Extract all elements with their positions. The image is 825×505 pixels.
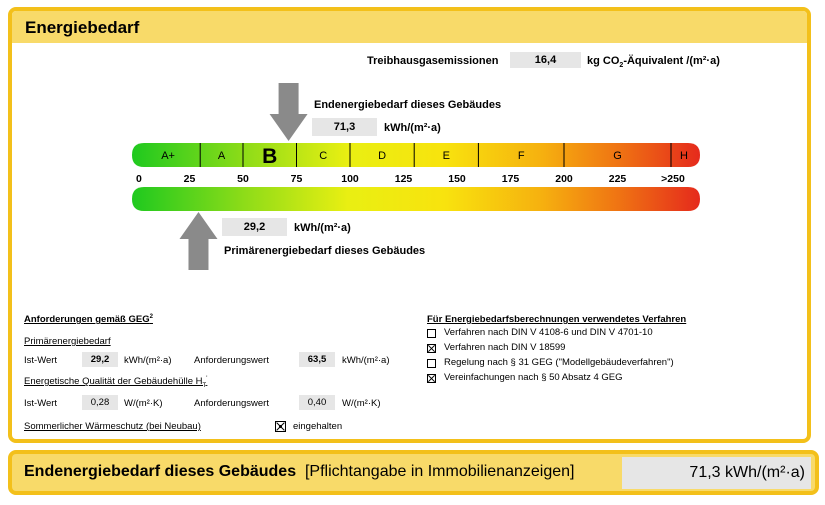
class-label-B: B: [262, 145, 278, 168]
tick-label: 25: [183, 173, 196, 185]
page-title: Energiebedarf: [25, 18, 140, 37]
ist-unit: kWh/(m²·a): [124, 355, 172, 366]
primary-energy-unit: kWh/(m²·a): [294, 222, 351, 234]
end-energy-arrow: [270, 83, 308, 141]
anf-unit: kWh/(m²·a): [342, 355, 390, 366]
tick-label: 150: [448, 173, 466, 185]
class-label-C: C: [319, 150, 328, 162]
end-energy-unit: kWh/(m²·a): [384, 122, 441, 134]
procedure-checkbox-3[interactable]: [427, 359, 436, 368]
tick-label: 0: [136, 173, 142, 185]
procedure-checkbox-1[interactable]: [427, 329, 436, 338]
class-label-F: F: [517, 150, 525, 162]
summer-protection-label: Sommerlicher Wärmeschutz (bei Neubau): [24, 421, 201, 432]
class-label-A: A: [217, 150, 226, 162]
anf-label: Anforderungswert: [194, 355, 269, 366]
envelope-heading: Energetische Qualität der Gebäudehülle $H_T'$: [24, 376, 208, 390]
primary-energy-value: 29,2: [222, 218, 287, 236]
summer-protection-checkbox[interactable]: [275, 421, 286, 432]
footer-value: 71,3 kWh/(m²·a): [689, 464, 805, 481]
anf-value: 63,5: [299, 352, 335, 367]
end-energy-label: Endenergiebedarf dieses Gebäudes: [314, 99, 502, 111]
ist-value: 29,2: [82, 352, 118, 367]
co2-unit: kg $CO_2$-Äquivalent /(m²·a): [587, 55, 720, 70]
tick-label: 50: [237, 173, 249, 185]
class-label-E: E: [442, 150, 450, 162]
requirements-title: Anforderungen gemäß GEG$^2$: [24, 314, 153, 326]
procedure-checkbox-4[interactable]: [427, 374, 436, 383]
env-anf-label: Anforderungswert: [194, 398, 269, 409]
procedure-label-2: Verfahren nach DIN V 18599: [444, 342, 566, 353]
tick-label: >250: [661, 173, 685, 185]
procedure-label-3: Regelung nach § 31 GEG ("Modellgebäudeverfahren"): [444, 357, 674, 368]
env-anf-value: 0,40: [299, 395, 335, 410]
class-label-A+: A+: [161, 150, 175, 162]
ist-label: Ist-Wert: [24, 355, 58, 366]
tick-label: 200: [555, 173, 573, 185]
co2-value: 16,4: [510, 52, 581, 68]
primary-demand-heading: Primärenergiebedarf: [24, 336, 111, 347]
class-label-G: G: [613, 150, 622, 162]
end-energy-value: 71,3: [312, 118, 377, 136]
footer-text: Endenergiebedarf dieses Gebäudes [Pflichtangabe in Immobilienanzeigen]: [24, 463, 575, 480]
primary-energy-label: Primärenergiebedarf dieses Gebäudes: [224, 245, 426, 257]
footer-value-box: [622, 457, 811, 489]
tick-label: 175: [501, 173, 520, 185]
procedures-title: Für Energiebedarfsberechnungen verwendetes Verfahren: [427, 314, 687, 325]
env-ist-unit: W/(m²·K): [124, 398, 163, 409]
footer-bar: [8, 450, 819, 495]
tick-label: 75: [290, 173, 303, 185]
env-ist-label: Ist-Wert: [24, 398, 58, 409]
procedure-label-4: Vereinfachungen nach § 50 Absatz 4 GEG: [444, 372, 623, 383]
tick-label: 125: [394, 173, 413, 185]
env-anf-unit: W/(m²·K): [342, 398, 381, 409]
procedure-checkbox-2[interactable]: [427, 344, 436, 353]
summer-protection-status: eingehalten: [293, 421, 343, 432]
energy-demand-panel: [8, 7, 811, 443]
procedure-label-1: Verfahren nach DIN V 4108-6 und DIN V 4701-10: [444, 327, 653, 338]
class-label-H: H: [680, 150, 688, 162]
tick-label: 225: [608, 173, 627, 185]
scale-bottom-band: [132, 187, 700, 211]
class-label-D: D: [378, 150, 387, 162]
co2-label: Treibhausgasemissionen: [367, 55, 499, 67]
env-ist-value: 0,28: [82, 395, 118, 410]
tick-label: 100: [341, 173, 359, 185]
primary-energy-arrow: [179, 212, 217, 270]
